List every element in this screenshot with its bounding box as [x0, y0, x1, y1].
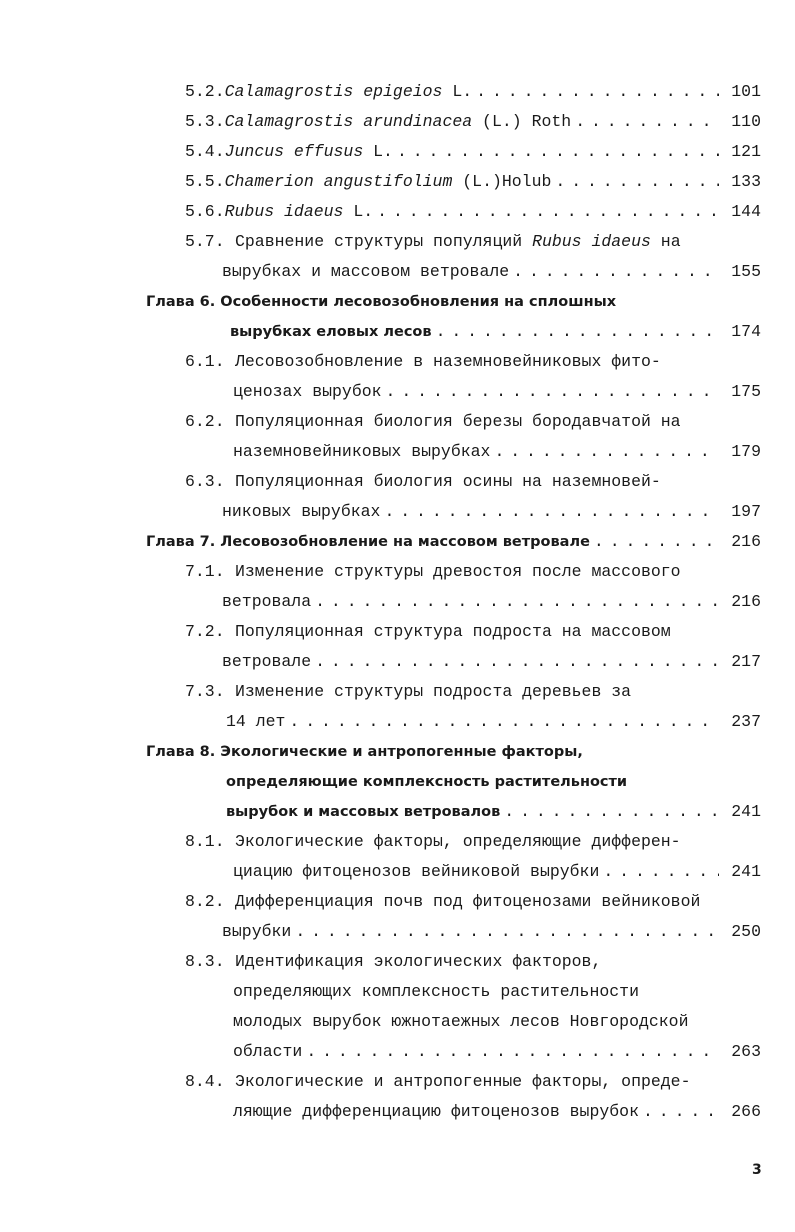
entry-title: Сравнение структуры популяций	[235, 232, 533, 251]
entry-number: 5.3.	[185, 112, 225, 131]
entry-number: 5.4.	[185, 142, 225, 161]
entry-title-cont: области	[233, 1042, 303, 1061]
page-ref: 175	[731, 382, 761, 401]
entry-title-italic: Chamerion angustifolium	[224, 172, 453, 191]
entry-title-cont: циацию фитоценозов вейниковой вырубки	[233, 862, 600, 881]
entry-number: 8.3.	[185, 952, 225, 971]
leader-dots	[594, 529, 719, 555]
leader-dots	[397, 139, 719, 165]
entry-title: Популяционная биология осины на наземновей-	[235, 472, 661, 491]
entry-title: Экологические факторы, определяющие дифферен-	[235, 832, 681, 851]
toc-entry-5-5	[0, 169, 795, 195]
toc-entry-5-6	[0, 199, 795, 225]
leader-dots	[377, 199, 719, 225]
entry-number: 5.7.	[185, 232, 225, 251]
toc-entry-5-7	[0, 229, 795, 255]
toc-chapter-6-cont	[0, 319, 795, 345]
entry-number: 6.2.	[185, 412, 225, 431]
leader-dots	[295, 919, 719, 945]
toc-entry-8-3-cont2	[0, 1009, 795, 1035]
page-number: 3	[752, 1162, 762, 1178]
entry-title: Идентификация экологических факторов,	[235, 952, 602, 971]
entry-title-cont: никовых вырубках	[222, 502, 381, 521]
entry-title-cont: наземновейниковых вырубках	[233, 442, 491, 461]
leader-dots	[384, 499, 719, 525]
entry-number: 5.2.	[185, 82, 225, 101]
entry-title: Популяционная структура подроста на массовом	[235, 622, 671, 641]
toc-entry-7-3-cont	[0, 709, 795, 735]
chapter-title-cont: вырубках еловых лесов	[230, 324, 432, 340]
entry-title-cont: вырубки	[222, 922, 292, 941]
page-ref: 197	[731, 502, 761, 521]
toc-entry-5-4	[0, 139, 795, 165]
toc-entry-5-2	[0, 79, 795, 105]
toc-chapter-8	[0, 739, 795, 765]
entry-title: Экологические и антропогенные факторы, опреде-	[235, 1072, 691, 1091]
toc-entry-6-3-cont	[0, 499, 795, 525]
chapter-title: Глава 8. Экологические и антропогенные факторы,	[146, 744, 583, 760]
entry-title-cont: определяющих комплексность растительности	[233, 982, 639, 1001]
toc-chapter-7	[0, 529, 795, 555]
entry-title-italic: Rubus idaeus	[224, 202, 344, 221]
entry-title-cont: ляющие дифференциацию фитоценозов вырубок	[233, 1102, 639, 1121]
entry-title-cont: ветровале	[222, 652, 312, 671]
leader-dots	[603, 859, 719, 885]
leader-dots	[476, 79, 719, 105]
toc-entry-7-1	[0, 559, 795, 585]
leader-dots	[575, 109, 719, 135]
entry-title-cont: на	[650, 232, 681, 251]
toc-entry-8-3-cont1	[0, 979, 795, 1005]
entry-title-italic: Calamagrostis epigeios	[224, 82, 443, 101]
toc-chapter-8-cont2	[0, 799, 795, 825]
page-ref: 179	[731, 442, 761, 461]
entry-number: 7.1.	[185, 562, 225, 581]
page-ref: 266	[731, 1102, 761, 1121]
leader-dots	[555, 169, 719, 195]
leader-dots	[513, 259, 719, 285]
entry-title: Изменение структуры подроста деревьев за	[235, 682, 632, 701]
entry-number: 6.1.	[185, 352, 225, 371]
page-ref: 110	[731, 112, 761, 131]
leader-dots	[504, 799, 719, 825]
page-ref: 237	[731, 712, 761, 731]
entry-number: 5.5.	[185, 172, 225, 191]
entry-title: Дифференциация почв под фитоценозами вейниковой	[235, 892, 701, 911]
toc-entry-5-7-cont	[0, 259, 795, 285]
toc-entry-6-1-cont	[0, 379, 795, 405]
entry-title: Лесовозобновление в наземновейниковых фито-	[235, 352, 661, 371]
page-ref: 263	[731, 1042, 761, 1061]
entry-number: 8.1.	[185, 832, 225, 851]
toc-entry-8-2-cont	[0, 919, 795, 945]
toc-entry-7-1-cont	[0, 589, 795, 615]
chapter-title: Глава 7. Лесовозобновление на массовом ветровале	[146, 534, 590, 550]
page-ref: 144	[731, 202, 761, 221]
entry-title: (L.)Holub	[452, 172, 552, 191]
page-ref: 241	[731, 862, 761, 881]
page-ref: 217	[731, 652, 761, 671]
entry-title-cont: 14 лет	[226, 712, 286, 731]
toc-entry-8-1-cont	[0, 859, 795, 885]
entry-title: L.	[363, 142, 393, 161]
toc-entry-8-1	[0, 829, 795, 855]
page-ref: 101	[731, 82, 761, 101]
toc-entry-8-2	[0, 889, 795, 915]
entry-title: L.	[442, 82, 473, 101]
leader-dots	[436, 319, 719, 345]
toc-chapter-8-cont1	[0, 769, 795, 795]
chapter-title-cont: определяющие комплексность растительности	[226, 774, 628, 790]
entry-number: 7.2.	[185, 622, 225, 641]
chapter-title: Глава 6. Особенности лесовозобновления на сплошных	[146, 294, 617, 310]
entry-title-cont: ценозах вырубок	[233, 382, 382, 401]
entry-title-italic: Juncus effusus	[224, 142, 364, 161]
entry-title: Популяционная биология березы бородавчатой на	[235, 412, 681, 431]
toc-entry-6-1	[0, 349, 795, 375]
leader-dots	[289, 709, 719, 735]
entry-number: 8.2.	[185, 892, 225, 911]
leader-dots	[315, 589, 719, 615]
page-ref: 121	[731, 142, 761, 161]
entry-title-italic: Rubus idaeus	[532, 232, 651, 251]
page-ref: 155	[731, 262, 761, 281]
page-ref: 241	[731, 802, 761, 821]
page-ref: 250	[731, 922, 761, 941]
entry-number: 7.3.	[185, 682, 225, 701]
toc-entry-7-3	[0, 679, 795, 705]
entry-title-cont: молодых вырубок южнотаежных лесов Новгородской	[233, 1012, 689, 1031]
toc-entry-5-3	[0, 109, 795, 135]
entry-number: 8.4.	[185, 1072, 225, 1091]
leader-dots	[386, 379, 719, 405]
toc-chapter-6	[0, 289, 795, 315]
leader-dots	[306, 1039, 719, 1065]
toc-entry-7-2-cont	[0, 649, 795, 675]
entry-title: (L.) Roth	[472, 112, 572, 131]
entry-title: L.	[343, 202, 374, 221]
page-ref: 133	[731, 172, 761, 191]
page-ref: 216	[731, 592, 761, 611]
toc-entry-8-3-cont3	[0, 1039, 795, 1065]
entry-number: 6.3.	[185, 472, 225, 491]
toc-entry-6-3	[0, 469, 795, 495]
toc-entry-7-2	[0, 619, 795, 645]
entry-title: Изменение структуры древостоя после массового	[235, 562, 681, 581]
toc-entry-8-4	[0, 1069, 795, 1095]
entry-number: 5.6.	[185, 202, 225, 221]
toc-entry-6-2-cont	[0, 439, 795, 465]
chapter-title-cont: вырубок и массовых ветровалов	[226, 804, 501, 820]
page-ref: 174	[731, 322, 761, 341]
leader-dots	[494, 439, 719, 465]
toc-entry-8-4-cont	[0, 1099, 795, 1125]
toc-entry-8-3	[0, 949, 795, 975]
toc-entry-6-2	[0, 409, 795, 435]
leader-dots	[643, 1099, 719, 1125]
entry-title-italic: Calamagrostis arundinacea	[224, 112, 473, 131]
entry-title-cont: вырубках и массовом ветровале	[222, 262, 510, 281]
leader-dots	[315, 649, 719, 675]
entry-title-cont: ветровала	[222, 592, 312, 611]
page-ref: 216	[731, 532, 761, 551]
